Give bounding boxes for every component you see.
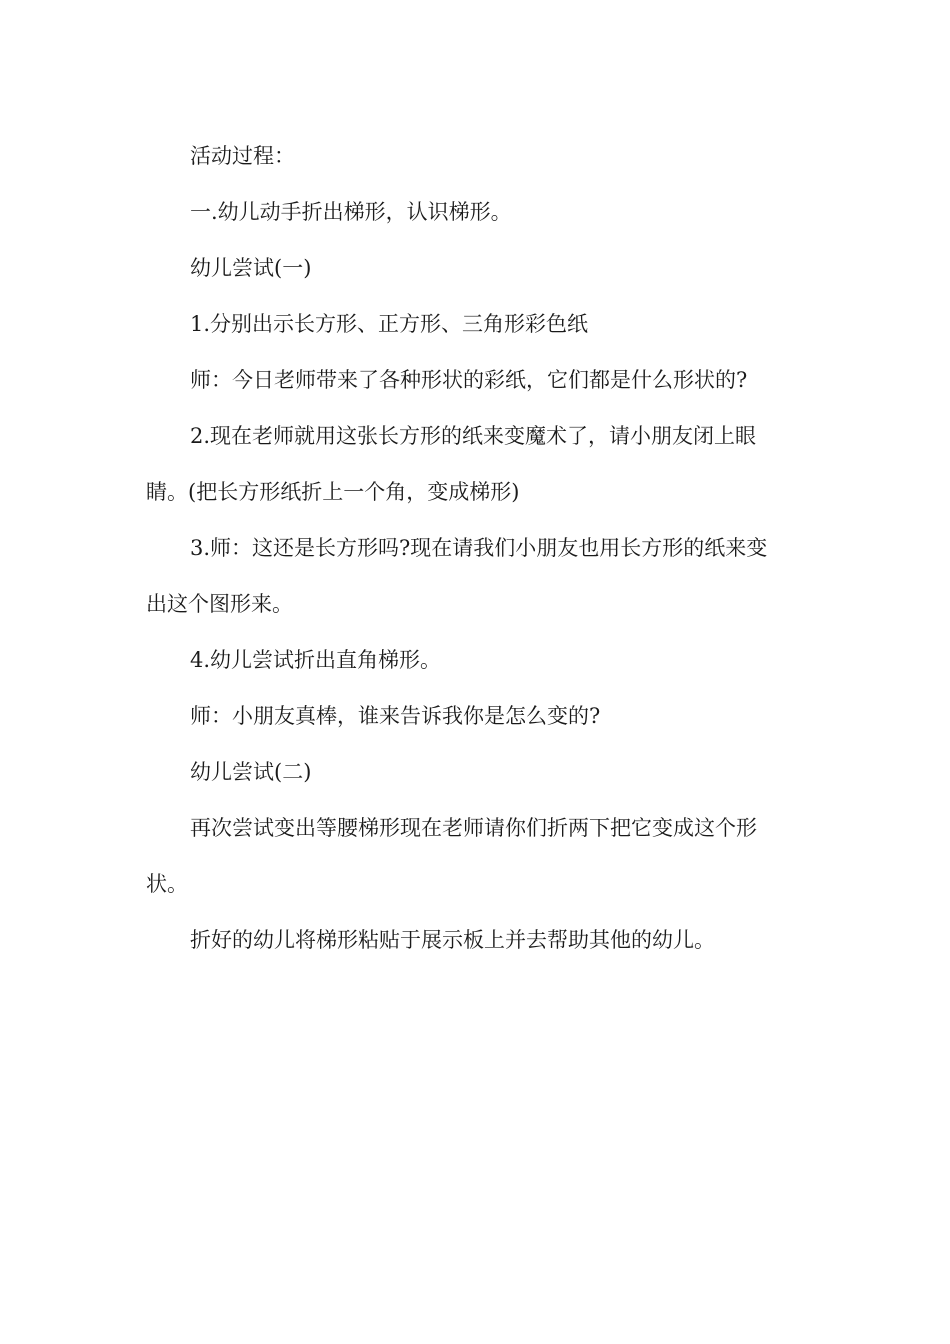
paragraph-line: 3.师：这还是长方形吗?现在请我们小朋友也用长方形的纸来变 <box>190 536 768 560</box>
paragraph-line: 活动过程： <box>190 144 295 168</box>
paragraph-line: 4.幼儿尝试折出直角梯形。 <box>190 648 442 672</box>
paragraph-line: 折好的幼儿将梯形粘贴于展示板上并去帮助其他的幼儿。 <box>190 928 715 952</box>
paragraph-line: 一.幼儿动手折出梯形，认识梯形。 <box>190 200 512 224</box>
paragraph-line: 再次尝试变出等腰梯形现在老师请你们折两下把它变成这个形 <box>190 816 757 840</box>
document-body <box>146 128 806 968</box>
paragraph-line: 2.现在老师就用这张长方形的纸来变魔术了，请小朋友闭上眼 <box>190 424 757 448</box>
paragraph-line: 幼儿尝试(一) <box>190 256 312 280</box>
paragraph-line: 出这个图形来。 <box>146 592 293 616</box>
paragraph-line: 师：小朋友真棒，谁来告诉我你是怎么变的? <box>190 704 601 728</box>
paragraph-line: 1.分别出示长方形、正方形、三角形彩色纸 <box>190 312 589 336</box>
paragraph-line: 睛。(把长方形纸折上一个角，变成梯形) <box>146 480 520 504</box>
paragraph-line: 状。 <box>146 872 188 896</box>
paragraph-line: 幼儿尝试(二) <box>190 760 312 784</box>
paragraph-line: 师：今日老师带来了各种形状的彩纸，它们都是什么形状的? <box>190 368 748 392</box>
